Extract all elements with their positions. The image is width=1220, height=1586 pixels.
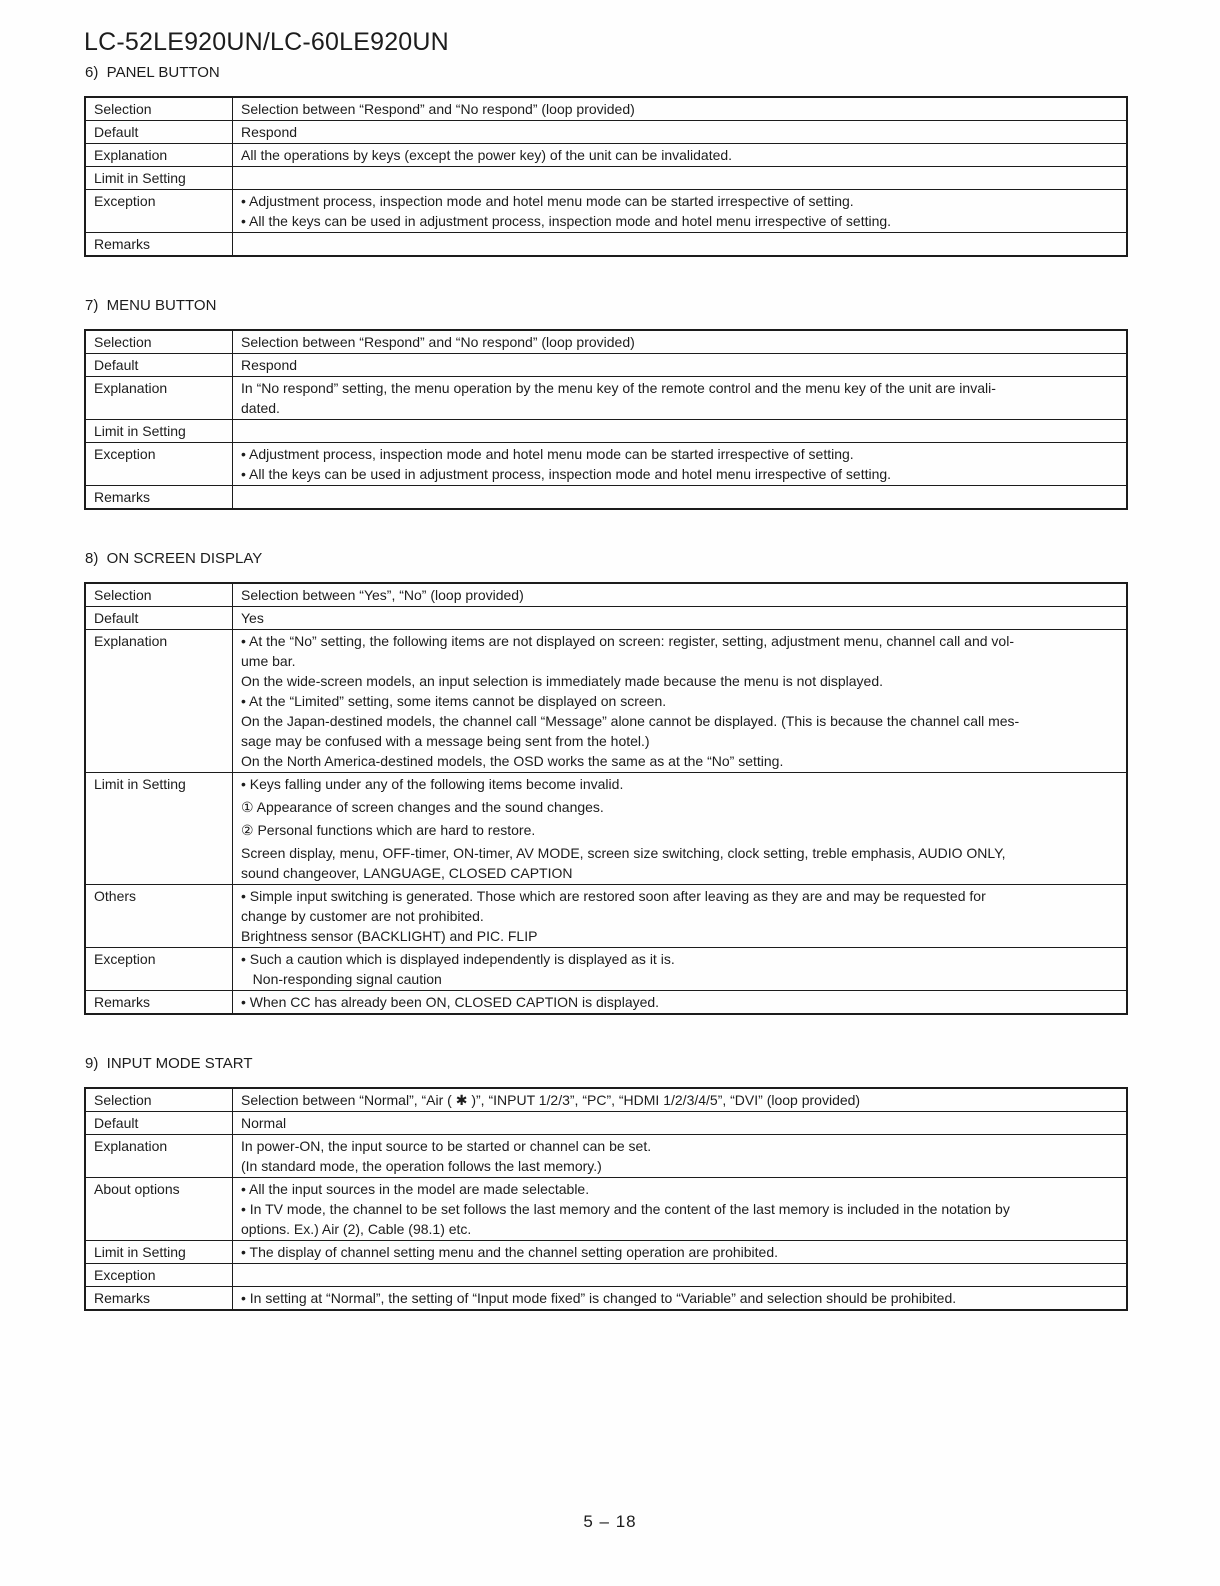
row-label: Others	[85, 885, 233, 948]
text-line: • Keys falling under any of the following items become invalid.	[241, 776, 624, 792]
text-line: sage may be confused with a message being sent from the hotel.)	[241, 733, 650, 749]
text-line: Respond	[241, 124, 298, 140]
table-row	[85, 1241, 1127, 1264]
table-row	[85, 885, 1127, 948]
row-label: Default	[85, 121, 233, 144]
text-line: In power-ON, the input source to be started or channel can be set.	[241, 1138, 652, 1154]
text-line: • All the keys can be used in adjustment process, inspection mode and hotel menu irrespective of setting.	[241, 213, 892, 229]
text-line: • Simple input switching is generated. Those which are restored soon after leaving as they are and may be requested for	[241, 888, 986, 904]
settings-table	[84, 1087, 1128, 1311]
table-row	[85, 1135, 1127, 1178]
row-value	[233, 233, 1128, 257]
row-label: Exception	[85, 443, 233, 486]
row-value	[233, 121, 1128, 144]
row-label: Remarks	[85, 1287, 233, 1311]
row-value	[233, 1241, 1128, 1264]
row-label: Explanation	[85, 630, 233, 773]
text-line: On the Japan-destined models, the channel call “Message” alone cannot be displayed. (This is because the channel call mes-	[241, 713, 1020, 729]
row-label: Explanation	[85, 1135, 233, 1178]
row-value	[233, 97, 1128, 121]
row-label: Explanation	[85, 377, 233, 420]
row-value	[233, 607, 1128, 630]
text-line: • Adjustment process, inspection mode and hotel menu mode can be started irrespective of setting.	[241, 446, 854, 462]
row-value	[233, 583, 1128, 607]
text-line: On the North America-destined models, the OSD works the same as at the “No” setting.	[241, 753, 784, 769]
row-value	[233, 486, 1128, 510]
text-line: Brightness sensor (BACKLIGHT) and PIC. FLIP	[241, 928, 538, 944]
settings-table	[84, 96, 1128, 257]
text-line: • At the “No” setting, the following items are not displayed on screen: register, setting, adjustment menu, channel call and vol-	[241, 633, 1014, 649]
table-row	[85, 773, 1127, 885]
table-row	[85, 190, 1127, 233]
table-row	[85, 1112, 1127, 1135]
text-line: dated.	[241, 400, 280, 416]
section-heading: 6) PANEL BUTTON	[85, 64, 220, 81]
table-row	[85, 233, 1127, 257]
row-value	[233, 991, 1128, 1015]
text-line: Selection between “Respond” and “No respond” (loop provided)	[241, 334, 635, 350]
table-row	[85, 420, 1127, 443]
spec-section	[84, 298, 1128, 510]
row-value	[233, 190, 1128, 233]
row-value	[233, 443, 1128, 486]
text-line: • Adjustment process, inspection mode and hotel menu mode can be started irrespective of setting.	[241, 193, 854, 209]
row-label: Exception	[85, 948, 233, 991]
text-line: Respond	[241, 357, 298, 373]
settings-table	[84, 582, 1128, 1015]
text-line: ume bar.	[241, 653, 296, 669]
row-value	[233, 773, 1128, 885]
row-label: Default	[85, 354, 233, 377]
row-label: Selection	[85, 330, 233, 354]
row-value	[233, 1088, 1128, 1112]
text-line: On the wide-screen models, an input selection is immediately made because the menu is not displayed.	[241, 673, 884, 689]
table-row	[85, 1088, 1127, 1112]
table-row	[85, 948, 1127, 991]
row-label: Explanation	[85, 144, 233, 167]
row-label: Exception	[85, 190, 233, 233]
text-line: ① Appearance of screen changes and the sound changes.	[241, 799, 604, 815]
table-row	[85, 167, 1127, 190]
text-line: Selection between “Yes”, “No” (loop provided)	[241, 587, 524, 603]
row-label: About options	[85, 1178, 233, 1241]
table-row	[85, 97, 1127, 121]
section-heading: 9) INPUT MODE START	[85, 1055, 253, 1072]
table-row	[85, 354, 1127, 377]
text-line: Selection between “Respond” and “No respond” (loop provided)	[241, 101, 635, 117]
row-label: Limit in Setting	[85, 420, 233, 443]
section-heading: 7) MENU BUTTON	[85, 297, 217, 314]
text-line: sound changeover, LANGUAGE, CLOSED CAPTION	[241, 865, 573, 881]
row-label: Default	[85, 607, 233, 630]
row-label: Selection	[85, 1088, 233, 1112]
text-line: All the operations by keys (except the power key) of the unit can be invalidated.	[241, 147, 733, 163]
text-line: • Such a caution which is displayed independently is displayed as it is.	[241, 951, 675, 967]
table-row	[85, 1178, 1127, 1241]
table-row	[85, 1287, 1127, 1311]
table-row	[85, 443, 1127, 486]
row-label: Remarks	[85, 991, 233, 1015]
row-label: Default	[85, 1112, 233, 1135]
text-line: ② Personal functions which are hard to restore.	[241, 822, 536, 838]
row-value	[233, 1112, 1128, 1135]
text-line: • At the “Limited” setting, some items cannot be displayed on screen.	[241, 693, 667, 709]
text-line: • When CC has already been ON, CLOSED CAPTION is displayed.	[241, 994, 660, 1010]
text-line: Normal	[241, 1115, 287, 1131]
row-label: Exception	[85, 1264, 233, 1287]
text-line: In “No respond” setting, the menu operation by the menu key of the remote control and the menu key of the unit are invali-	[241, 380, 996, 396]
table-row	[85, 630, 1127, 773]
row-label: Limit in Setting	[85, 773, 233, 885]
row-value	[233, 1264, 1128, 1287]
text-line: Selection between “Normal”, “Air ( ✱ )”, “INPUT 1/2/3”, “PC”, “HDMI 1/2/3/4/5”, “DVI” (loop provided)	[241, 1092, 861, 1108]
text-line: • In setting at “Normal”, the setting of “Input mode fixed” is changed to “Variable” and selection should be prohibited.	[241, 1290, 957, 1306]
table-row	[85, 121, 1127, 144]
text-line: (In standard mode, the operation follows the last memory.)	[241, 1158, 602, 1174]
row-value	[233, 1287, 1128, 1311]
table-row	[85, 991, 1127, 1015]
text-line: Screen display, menu, OFF-timer, ON-timer, AV MODE, screen size switching, clock setting, treble emphasis, AUDIO ONLY,	[241, 845, 1006, 861]
table-row	[85, 486, 1127, 510]
table-row	[85, 607, 1127, 630]
row-value	[233, 354, 1128, 377]
spec-section	[84, 551, 1128, 1015]
row-label: Remarks	[85, 233, 233, 257]
text-line: Yes	[241, 610, 264, 626]
settings-table	[84, 329, 1128, 510]
row-label: Limit in Setting	[85, 167, 233, 190]
text-line: • In TV mode, the channel to be set follows the last memory and the content of the last memory is included in the notation by	[241, 1201, 1010, 1217]
row-value	[233, 377, 1128, 420]
text-line: change by customer are not prohibited.	[241, 908, 484, 924]
section-heading: 8) ON SCREEN DISPLAY	[85, 550, 263, 567]
row-value	[233, 167, 1128, 190]
row-value	[233, 948, 1128, 991]
row-value	[233, 330, 1128, 354]
row-value	[233, 1135, 1128, 1178]
row-value	[233, 630, 1128, 773]
text-line: Non-responding signal caution	[241, 971, 442, 987]
table-row	[85, 1264, 1127, 1287]
row-label: Selection	[85, 97, 233, 121]
text-line: options. Ex.) Air (2), Cable (98.1) etc.	[241, 1221, 472, 1237]
table-row	[85, 377, 1127, 420]
row-label: Selection	[85, 583, 233, 607]
table-row	[85, 144, 1127, 167]
page-title: LC-52LE920UN/LC-60LE920UN	[84, 28, 449, 56]
spec-section	[84, 65, 1128, 257]
row-value	[233, 885, 1128, 948]
row-value	[233, 144, 1128, 167]
row-label: Limit in Setting	[85, 1241, 233, 1264]
table-row	[85, 330, 1127, 354]
page-number: 5 – 18	[583, 1512, 637, 1531]
text-line: • The display of channel setting menu and the channel setting operation are prohibited.	[241, 1244, 779, 1260]
row-value	[233, 1178, 1128, 1241]
spec-section	[84, 1056, 1128, 1311]
row-label: Remarks	[85, 486, 233, 510]
text-line: • All the input sources in the model are made selectable.	[241, 1181, 590, 1197]
sections-container	[84, 65, 1128, 1311]
text-line: • All the keys can be used in adjustment process, inspection mode and hotel menu irrespective of setting.	[241, 466, 892, 482]
row-value	[233, 420, 1128, 443]
table-row	[85, 583, 1127, 607]
